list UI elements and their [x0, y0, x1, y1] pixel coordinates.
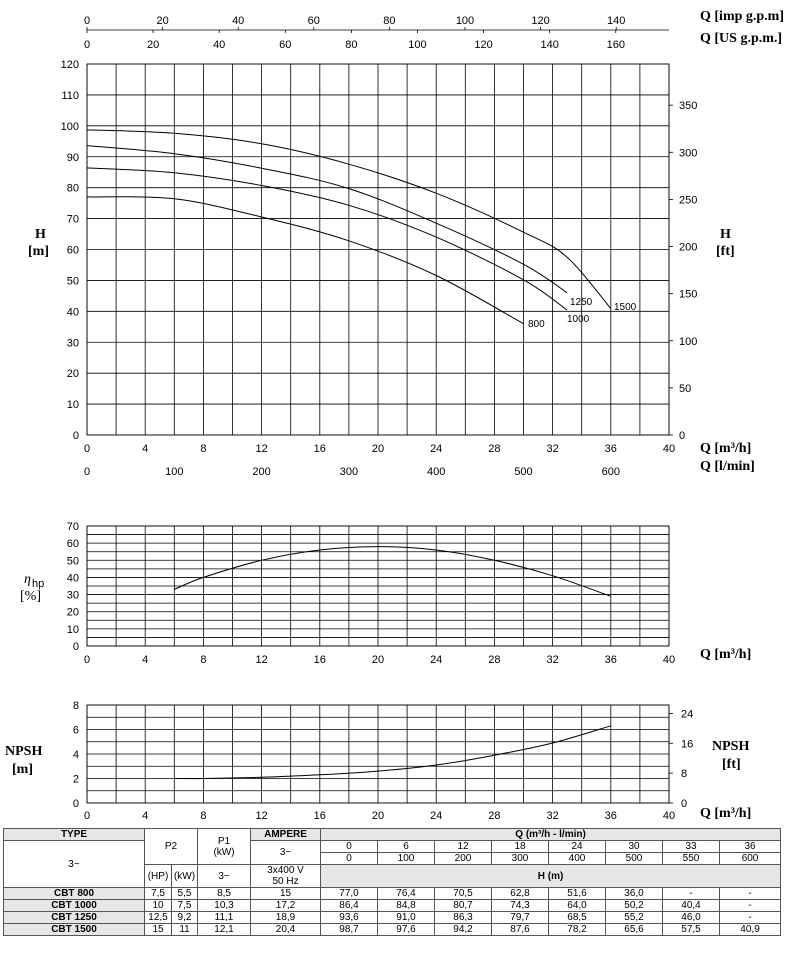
ft-tick-label: 0: [679, 430, 686, 442]
p1-value: 12,1: [198, 924, 251, 936]
eff-x-tick-label: 4: [142, 654, 149, 666]
ampere-value: 15: [251, 888, 321, 900]
head-value: 51,6: [549, 888, 606, 900]
npsh-x-tick-label: 36: [604, 810, 617, 822]
npsh-x-axis-label: Q [m³/h]: [700, 806, 752, 821]
head-value: 94,2: [435, 924, 492, 936]
lmin-tick-label: 100: [165, 466, 184, 478]
head-curve-1250: [87, 146, 567, 293]
npsh-x-tick-label: 32: [546, 810, 559, 822]
npsh-y-axis-unit: [m]: [12, 762, 33, 777]
head-y-tick-label: 120: [60, 59, 79, 71]
head-y-tick-label: 40: [66, 306, 79, 319]
ampere-header: AMPERE: [251, 829, 321, 841]
head-y-tick-label: 110: [61, 89, 79, 102]
q-lmin-value: 550: [663, 853, 720, 865]
table-row: [4, 888, 781, 900]
ft-tick-label: 150: [679, 288, 698, 301]
eff-x-tick-label: 28: [488, 654, 501, 666]
lmin-tick-label: 200: [252, 466, 271, 478]
head-value: 57,5: [663, 924, 720, 936]
npsh-y-tick-label: 4: [72, 749, 79, 761]
eff-y-axis-label: η: [24, 572, 31, 587]
ft-tick-label: 350: [679, 100, 698, 113]
head-value: 55,2: [606, 912, 663, 924]
p1-header: [198, 829, 251, 865]
eff-x-tick-label: 20: [371, 654, 385, 666]
npsh-ft-tick-label: 0: [681, 798, 688, 810]
eff-y-axis-subscript: hp: [32, 578, 45, 590]
p1-value: 10,3: [198, 900, 251, 912]
p1-unit: (kW): [213, 846, 235, 858]
lmin-tick-label: 500: [514, 466, 533, 478]
eff-curve: [174, 547, 611, 597]
eff-y-tick-label: 20: [66, 606, 79, 619]
npsh-x-tick-label: 0: [83, 810, 91, 822]
imp-gpm-tick-label: 40: [232, 15, 245, 27]
head-value: 36,0: [606, 888, 663, 900]
npsh-y-tick-label: 6: [72, 724, 79, 737]
head-value: 80,7: [435, 900, 492, 912]
npsh-curve: [174, 726, 611, 779]
head-y-axis-label: H: [35, 227, 46, 242]
npsh-ft-tick-label: 24: [681, 708, 694, 721]
head-value: -: [720, 888, 781, 900]
head-value: 64,0: [549, 900, 606, 912]
eff-x-tick-label: 16: [313, 654, 326, 666]
q-lmin-value: 400: [549, 853, 606, 865]
npsh-x-tick-label: 12: [255, 810, 268, 822]
q-m3h-value: 33: [663, 841, 720, 853]
head-value: 40,9: [720, 924, 781, 936]
lmin-axis-label: Q [l/min]: [700, 459, 755, 474]
head-y2-axis-label: H: [720, 227, 731, 242]
head-value: 78,2: [549, 924, 606, 936]
p1-phase-label: 3~: [198, 865, 251, 888]
head-value: 91,0: [378, 912, 435, 924]
us-gpm-tick-label: 100: [408, 39, 427, 51]
eff-y-tick-label: 60: [66, 538, 79, 551]
head-x-tick-label: 20: [371, 443, 385, 455]
ft-tick-label: 50: [679, 382, 692, 395]
head-value: 86,3: [435, 912, 492, 924]
head-value: 79,7: [492, 912, 549, 924]
head-y-tick-label: 30: [66, 337, 79, 350]
head-value: 76,4: [378, 888, 435, 900]
npsh-x-tick-label: 28: [488, 810, 501, 822]
model-name: CBT 1500: [4, 924, 145, 936]
p2-kw-value: 5,5: [172, 888, 198, 900]
head-x-tick-label: 4: [142, 443, 149, 455]
p2-hp-value: 12,5: [145, 912, 172, 924]
head-value: 93,6: [321, 912, 378, 924]
voltage-label: 3x400 V: [267, 865, 304, 876]
imp-gpm-tick-label: 120: [531, 15, 550, 27]
p2-kw-value: 7,5: [172, 900, 198, 912]
us-gpm-axis-label: Q [US g.p.m.]: [700, 31, 783, 46]
p2-hp-value: 10: [145, 900, 172, 912]
head-value: 46,0: [663, 912, 720, 924]
npsh-x-tick-label: 20: [371, 810, 385, 822]
head-x-tick-label: 16: [313, 443, 326, 455]
head-value: 97,6: [378, 924, 435, 936]
table-row: [4, 924, 781, 936]
h-header: H (m): [321, 865, 781, 888]
npsh-y2-axis-unit: [ft]: [722, 757, 741, 772]
head-x-tick-label: 0: [83, 443, 91, 455]
us-gpm-tick-label: 140: [540, 39, 559, 51]
imp-gpm-tick-label: 0: [83, 15, 91, 27]
performance-table: [3, 828, 781, 936]
eff-x-tick-label: 0: [83, 654, 91, 666]
p2-hp-value: 15: [145, 924, 172, 936]
npsh-y-tick-label: 2: [72, 773, 79, 786]
head-y-tick-label: 70: [66, 213, 79, 226]
ft-tick-label: 300: [679, 147, 698, 160]
eff-y-tick-label: 70: [66, 521, 79, 533]
eff-y-axis-unit: [%]: [20, 589, 41, 604]
p2-kw-value: 9,2: [172, 912, 198, 924]
head-x-tick-label: 32: [546, 443, 559, 455]
ampere-value: 18,9: [251, 912, 321, 924]
table-row: [4, 912, 781, 924]
head-value: 87,6: [492, 924, 549, 936]
type-phase-label: 3~: [4, 841, 145, 888]
head-x-tick-label: 40: [662, 443, 676, 455]
head-curve-label-800: 800: [528, 319, 545, 330]
q-m3h-value: 30: [606, 841, 663, 853]
p1-value: 8,5: [198, 888, 251, 900]
imp-gpm-axis-label: Q [imp g.p.m]: [700, 9, 784, 24]
eff-x-tick-label: 12: [255, 654, 268, 666]
head-value: 50,2: [606, 900, 663, 912]
us-gpm-tick-label: 160: [606, 39, 625, 51]
p1-label: P1: [217, 835, 231, 847]
npsh-x-tick-label: 4: [142, 810, 149, 822]
head-value: 84,8: [378, 900, 435, 912]
head-x-tick-label: 24: [430, 443, 443, 455]
head-y-tick-label: 50: [66, 275, 79, 288]
npsh-y-axis-label: NPSH: [5, 744, 43, 759]
us-gpm-tick-label: 60: [279, 39, 292, 51]
lmin-tick-label: 600: [601, 466, 620, 478]
head-curve-label-1250: 1250: [570, 297, 593, 308]
head-y-tick-label: 80: [66, 182, 79, 195]
npsh-ft-tick-label: 16: [681, 738, 694, 751]
npsh-x-tick-label: 16: [313, 810, 326, 822]
imp-gpm-tick-label: 60: [307, 15, 320, 27]
head-y-tick-label: 20: [66, 368, 79, 381]
q-header: Q (m³/h - l/min): [321, 829, 781, 841]
p1-value: 11,1: [198, 912, 251, 924]
head-value: 77,0: [321, 888, 378, 900]
q-m3h-value: 0: [321, 841, 378, 853]
npsh-x-tick-label: 8: [200, 810, 207, 822]
imp-gpm-tick-label: 100: [455, 15, 475, 27]
head-curve-label-1000: 1000: [567, 314, 590, 325]
type-header: TYPE: [4, 829, 145, 841]
eff-x-axis-label: Q [m³/h]: [700, 647, 752, 662]
model-name: CBT 1000: [4, 900, 145, 912]
head-value: 65,6: [606, 924, 663, 936]
head-y-tick-label: 60: [66, 244, 79, 257]
us-gpm-tick-label: 80: [345, 39, 358, 51]
eff-x-tick-label: 40: [662, 654, 676, 666]
eff-x-tick-label: 8: [200, 654, 207, 666]
p2-header: P2: [145, 829, 198, 865]
q-lmin-value: 500: [606, 853, 663, 865]
head-x-tick-label: 28: [488, 443, 501, 455]
table-row: [4, 900, 781, 912]
table-row: [4, 829, 781, 841]
npsh-y-tick-label: 8: [72, 700, 79, 712]
npsh-x-tick-label: 24: [430, 810, 443, 822]
head-value: 70,5: [435, 888, 492, 900]
q-lmin-value: 200: [435, 853, 492, 865]
ampere-voltage: [251, 865, 321, 888]
npsh-y2-axis-label: NPSH: [712, 739, 750, 754]
npsh-x-tick-label: 40: [662, 810, 676, 822]
q-lmin-value: 300: [492, 853, 549, 865]
head-curve-label-1500: 1500: [614, 302, 637, 313]
head-x-axis-label: Q [m³/h]: [700, 441, 752, 456]
head-y2-axis-unit: [ft]: [716, 244, 735, 259]
head-y-axis-unit: [m]: [28, 244, 49, 259]
ampere-phase-label: 3~: [251, 841, 321, 865]
eff-y-tick-label: 10: [66, 623, 79, 636]
p2-kw-unit: (kW): [172, 865, 198, 888]
imp-gpm-tick-label: 80: [383, 15, 396, 27]
p2-hp-unit: (HP): [145, 865, 172, 888]
head-x-tick-label: 36: [604, 443, 617, 455]
head-y-tick-label: 90: [66, 151, 79, 164]
lmin-tick-label: 300: [339, 466, 359, 478]
p2-hp-value: 7,5: [145, 888, 172, 900]
eff-y-tick-label: 50: [66, 555, 79, 568]
us-gpm-tick-label: 0: [83, 39, 91, 51]
head-chart: [28, 59, 755, 478]
ampere-value: 20,4: [251, 924, 321, 936]
q-m3h-value: 18: [492, 841, 549, 853]
p2-kw-value: 11: [172, 924, 198, 936]
model-name: CBT 800: [4, 888, 145, 900]
efficiency-chart: [20, 521, 751, 666]
head-y-tick-label: 0: [72, 430, 79, 442]
eff-x-tick-label: 24: [430, 654, 443, 666]
top-flow-scales: [84, 9, 784, 51]
q-lmin-value: 0: [321, 853, 378, 865]
ft-tick-label: 200: [679, 241, 698, 254]
head-x-tick-label: 12: [255, 443, 268, 455]
ft-tick-label: 100: [679, 335, 698, 348]
head-value: 68,5: [549, 912, 606, 924]
table-row: [4, 841, 781, 853]
imp-gpm-tick-label: 140: [607, 15, 626, 27]
head-value: 74,3: [492, 900, 549, 912]
head-value: 40,4: [663, 900, 720, 912]
npsh-y-tick-label: 0: [72, 798, 79, 810]
head-value: -: [663, 888, 720, 900]
ft-tick-label: 250: [679, 194, 698, 207]
npsh-ft-tick-label: 8: [681, 768, 688, 781]
npsh-chart: [5, 700, 751, 822]
head-curve-800: [87, 197, 524, 324]
lmin-tick-label: 0: [83, 466, 91, 478]
q-m3h-value: 24: [549, 841, 606, 853]
head-value: 62,8: [492, 888, 549, 900]
q-m3h-value: 12: [435, 841, 492, 853]
q-lmin-value: 100: [378, 853, 435, 865]
model-name: CBT 1250: [4, 912, 145, 924]
ampere-value: 17,2: [251, 900, 321, 912]
eff-y-tick-label: 0: [72, 641, 79, 653]
head-y-tick-label: 10: [66, 399, 79, 412]
imp-gpm-tick-label: 20: [156, 15, 169, 27]
head-x-tick-label: 8: [200, 443, 207, 455]
eff-x-tick-label: 36: [604, 654, 617, 666]
head-value: -: [720, 900, 781, 912]
q-lmin-value: 600: [720, 853, 781, 865]
us-gpm-tick-label: 20: [146, 39, 160, 51]
q-m3h-value: 6: [378, 841, 435, 853]
us-gpm-tick-label: 120: [474, 39, 493, 51]
q-m3h-value: 36: [720, 841, 781, 853]
head-value: -: [720, 912, 781, 924]
frequency-label: 50 Hz: [272, 876, 299, 887]
us-gpm-tick-label: 40: [213, 39, 226, 51]
head-curve-1000: [87, 168, 567, 310]
lmin-tick-label: 400: [427, 466, 446, 478]
head-value: 86,4: [321, 900, 378, 912]
eff-y-tick-label: 40: [66, 572, 79, 585]
eff-y-tick-label: 30: [66, 589, 79, 602]
head-value: 98,7: [321, 924, 378, 936]
head-y-tick-label: 100: [60, 120, 79, 133]
eff-x-tick-label: 32: [546, 654, 559, 666]
